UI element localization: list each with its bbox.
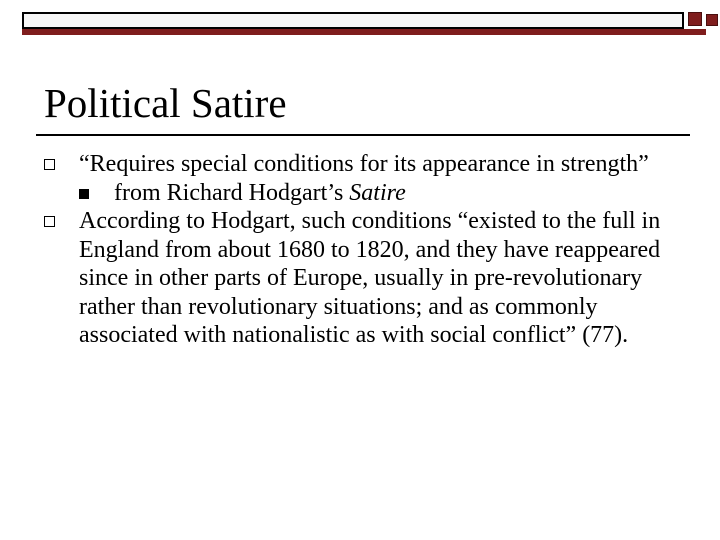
hollow-square-bullet-icon	[44, 216, 55, 227]
filled-square-bullet-icon	[79, 189, 89, 199]
header-accent-rule	[22, 29, 706, 35]
hollow-square-bullet-icon	[44, 159, 55, 170]
sub-bullet-text: from Richard Hodgart’s	[114, 179, 350, 206]
bullet-text: According to Hodgart, such conditions “existed to the full in England from about 1680 to 1820, and they have reappeared since in other parts of Europe, usually in pre-revolutionary rather than revolutionary situations; and as commonly associated with nationalistic as with social conflict” (77).	[79, 208, 661, 348]
header-frame	[22, 12, 684, 29]
title-divider	[36, 134, 690, 136]
bullet-item-requires	[44, 150, 694, 179]
slide-body	[44, 150, 694, 350]
slide-title: Political Satire	[44, 80, 287, 126]
bullet-text: “Requires special conditions for its appearance in strength”	[79, 151, 649, 177]
accent-square-left	[688, 12, 702, 26]
decorative-header-bar	[22, 12, 706, 36]
book-title: Satire	[349, 179, 406, 206]
accent-square-right	[706, 14, 718, 26]
bullet-item-hodgart	[44, 207, 694, 350]
sub-bullet-item-source	[79, 179, 694, 208]
